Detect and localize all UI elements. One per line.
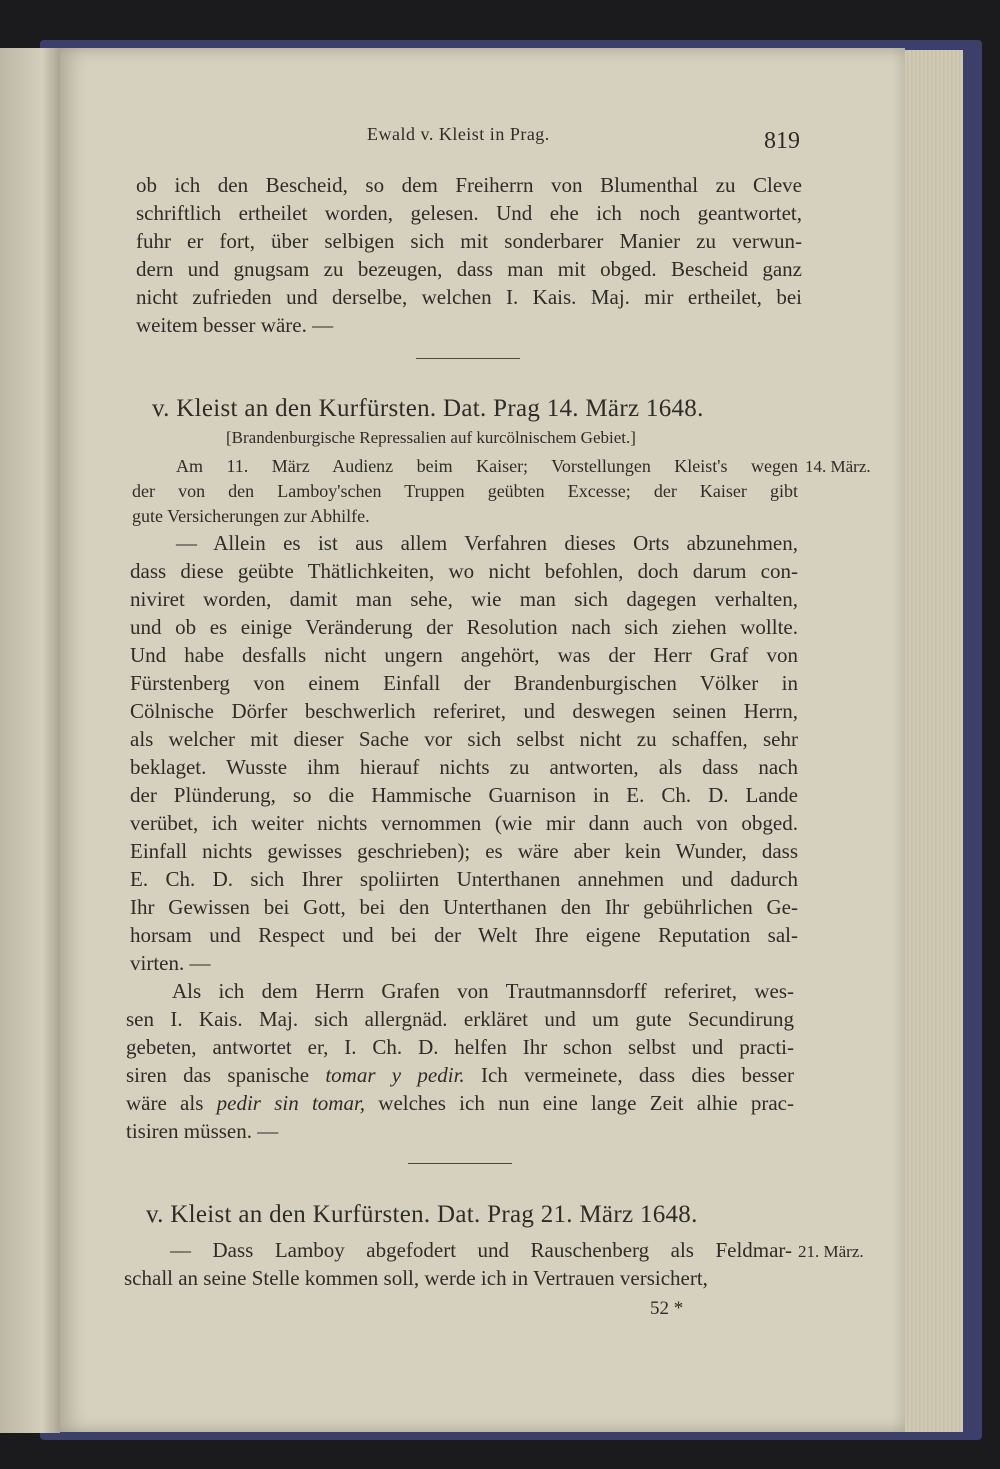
summary-line: gute Versicherungen zur Abhilfe. <box>132 506 370 526</box>
letter-body <box>124 1238 814 1298</box>
text-segment: Ich vermeinete, dass dies besser <box>464 1063 794 1087</box>
text-line: Fürstenberg von einem Einfall der Brandenburgischen Völker in <box>130 671 798 695</box>
italic-phrase: pedir sin tomar, <box>216 1091 366 1115</box>
text-line: Ihr Gewissen bei Gott, bei den Unterthanen den Ihr gebührlichen Ge- <box>130 895 798 919</box>
text-line-with-italic <box>126 1063 794 1088</box>
section-divider <box>416 358 520 359</box>
text-line: weitem besser wäre. — <box>136 313 334 337</box>
margin-date: 14. März. <box>805 457 871 476</box>
page-number: 819 <box>764 128 800 154</box>
text-line: Und habe desfalls nicht ungern angehört, was der Herr Graf von <box>130 643 798 667</box>
letter-body <box>130 531 810 991</box>
text-line: E. Ch. D. sich Ihrer spoliirten Unterthanen annehmen und dadurch <box>130 867 798 891</box>
book-page <box>60 48 905 1432</box>
text-line: Einfall nichts gewisses geschrieben); es wäre aber kein Wunder, dass <box>130 839 798 863</box>
text-segment: welches ich nun eine lange Zeit alhie prac- <box>365 1091 794 1115</box>
letter-summary <box>132 456 802 536</box>
left-page-edge <box>0 48 60 1433</box>
letter-subheading: [Brandenburgische Repressalien auf kurcölnischem Gebiet.] <box>226 428 636 447</box>
page-stack-edge <box>905 50 963 1432</box>
text-segment: wäre als <box>126 1091 217 1115</box>
letter-paragraph-2 <box>126 979 806 1159</box>
letter-heading: v. Kleist an den Kurfürsten. Dat. Prag 14. März 1648. <box>152 395 704 422</box>
text-line: tisiren müssen. — <box>126 1119 279 1143</box>
text-line: nicht zufrieden und derselbe, welchen I. Kais. Maj. mir ertheilet, bei <box>136 285 802 309</box>
summary-line: der von den Lamboy'schen Truppen geübten Excesse; der Kaiser gibt <box>132 481 798 501</box>
text-line: schall an seine Stelle kommen soll, werde ich in Vertrauen versichert, <box>124 1266 708 1290</box>
letter-heading: v. Kleist an den Kurfürsten. Dat. Prag 21. März 1648. <box>146 1201 698 1228</box>
text-line: verübet, ich weiter nichts vernommen (wie mir dann auch von obged. <box>130 811 798 835</box>
text-line: schriftlich ertheilet worden, gelesen. Und ehe ich noch geantwortet, <box>136 201 802 225</box>
text-segment: siren das spanische <box>126 1063 326 1087</box>
text-line: Als ich dem Herrn Grafen von Trautmannsdorff referiret, wes- <box>172 979 794 1003</box>
text-line: — Dass Lamboy abgefodert und Rauschenberg als Feldmar- <box>170 1238 792 1262</box>
text-line: ob ich den Bescheid, so dem Freiherrn von Blumenthal zu Cleve <box>136 173 802 197</box>
text-line: — Allein es ist aus allem Verfahren dieses Orts abzunehmen, <box>176 531 798 555</box>
text-line: virten. — <box>130 951 211 975</box>
signature-mark: 52 * <box>650 1298 684 1319</box>
text-line: horsam und Respect und bei der Welt Ihre eigene Reputation sal- <box>130 923 798 947</box>
text-line: fuhr er fort, über selbigen sich mit sonderbarer Manier zu verwun- <box>136 229 802 253</box>
continuation-paragraph <box>136 173 806 343</box>
text-line: beklaget. Wusste ihm hierauf nichts zu antworten, als dass nach <box>130 755 798 779</box>
section-divider <box>408 1163 512 1164</box>
text-line: der Plünderung, so die Hammische Guarnison in E. Ch. D. Lande <box>130 783 798 807</box>
text-line: Cölnische Dörfer beschwerlich referiret, und deswegen seinen Herrn, <box>130 699 798 723</box>
text-line: sen I. Kais. Maj. sich allergnäd. erkläret und um gute Secundirung <box>126 1007 794 1031</box>
text-line: dass diese geübte Thätlichkeiten, wo nicht befohlen, doch darum con- <box>130 559 798 583</box>
text-line-with-italic <box>126 1091 794 1116</box>
text-line: gebeten, antwortet er, I. Ch. D. helfen Ihr schon selbst und practi- <box>126 1035 794 1059</box>
running-head: Ewald v. Kleist in Prag. <box>367 124 550 144</box>
summary-line: Am 11. März Audienz beim Kaiser; Vorstellungen Kleist's wegen <box>176 456 798 476</box>
text-line: dern und gnugsam zu bezeugen, dass man mit obged. Bescheid ganz <box>136 257 802 281</box>
margin-date: 21. März. <box>798 1242 864 1261</box>
text-line: und ob es einige Veränderung der Resolution nach sich ziehen wollte. <box>130 615 798 639</box>
text-line: als welcher mit dieser Sache vor sich selbst nicht zu schaffen, sehr <box>130 727 798 751</box>
text-line: niviret worden, damit man sehe, wie man sich dagegen verhalten, <box>130 587 798 611</box>
italic-phrase: tomar y pedir. <box>325 1063 465 1087</box>
